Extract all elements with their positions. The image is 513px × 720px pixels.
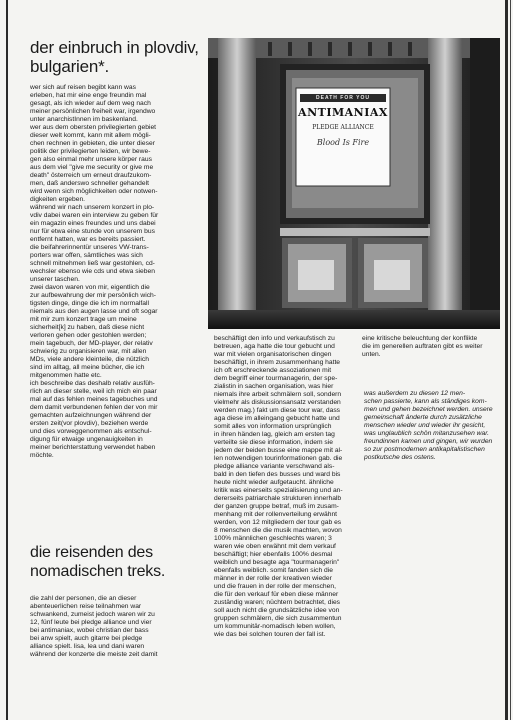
- left-page-border: [6, 0, 8, 720]
- article-column-2: beschäftigt den info und verkaufstisch zu betreuen, aga hatte die tour gebucht und war mit vielen organisatorischen dingen beschäftigt, in ihrem zusammenhang hatte ich oft erschreckende assoziationen mit dem begriff einer tourmanagerin, der spe- zialistin in sachen organisation, was hier niemals ihre arbeit schmälern soll, sondern vielmehr als diskussionsansatz verstanden werden mag.) fakt um diese tour war, dass aga diese im alleingang gebucht hatte und somit alles von information ursprünglich in ihren händen lag, gleich am ersten tag verteilte sie diese information, indem sie jedem der beiden busse eine mappe mit al- len notwendigen tourinformationen gab. die pledge alliance variante verschwand als- bald in den tiefen des busses und ward bis heute nicht wieder aufgetaucht. ähnliche kritik was einerseits spezialisierung und an- dererseits patriarchale strukturen innerhalb der ganzen gruppe betraf, muß im zusam- menhang mit der rollenverteilung erwähnt werden, von 12 mitgliedern der tour gab es 8 menschen die die musik machten, wovon 100% männlichen geschlechts waren; 3 waren wie oben erwähnt mit dem verkauf beschäftigt; hier ebenfalls 100% desmal weiblich und besagte aga "tourmanagerin" ebenfalls weiblich. somit fanden sich die männer in der rolle der kreativen wieder und die frauen in der rolle der menschen, die für den verkauf für eben diese männer zuständig waren; nüchtern betrachtet, dies soll auch nicht die grundsätzliche idee von gruppen schmälern, die sich zusammentun um kommunitär-nomadisch leben wollen, wie das bei solchen touren der fall ist.: [214, 335, 343, 638]
- section-heading: die reisenden des nomadischen treks.: [30, 544, 166, 580]
- venue-photo: [208, 38, 500, 329]
- poster-header-band: DEATH FOR YOU: [316, 95, 370, 101]
- article-column-3-italic: was außerdem zu diesen 12 men- schen passierte, kann als ständiges kom- men und gehen bezeichnet werden. unsere gemeinschaft änderte durch zusätzliche menschen wieder und wieder ihr gesicht, was unglaublich schön mitanzusehen war. freundinnen kamen und gingen, wir wurden so zur postmodernen antikapitalistischen postkutsche des ostens.: [364, 390, 493, 461]
- article-column-3: eine kritische beleuchtung der konflikte die im generellen auftraten gibt es weiter unten.: [362, 335, 483, 358]
- right-page-border: [505, 0, 508, 720]
- article-column-1-continued: die zahl der personen, die an dieser abenteuerlichen reise teilnahmen war schwankend, zumeist jedoch waren wir zu 12, fünf leute bei pledge alliance und vier bei antimaniax, wobei christian der bass bei anw spielt, auch gitarre bei pledge alliance spielt. lisa, lea und dani waren während der konzerte die meiste zeit damit: [30, 595, 158, 658]
- article-column-1: wer sich auf reisen begibt kann was erleben, hat mir eine enge freundin mal gesagt, als ich wieder auf dem weg nach meiner persönlichen freiheit war, irgendwo unter anarchistInnen im baskenland. wer aus dem obersten privilegierten gebiet dieser welt kommt, kann mit allem mögli- chen rechnen in gebieten, die unter dieser politik der privilegierten leiden, wir bewe- gen also einmal mehr unsere körper raus aus dem viel "give me security or give me death" österreich um erneut draufzukom- men, daß anderswo schneller gehandelt wird wenn sich möglichkeiten oder notwen- digkeiten ergeben. während wir nach unserem konzert in plo- vdiv dabei waren ein interview zu geben für ein magazin eines freundes und uns dabei nur für etwa eine stunde von unserem bus entfernt hatten, war es bereits passiert. die beifahrerinnentür unseres VW-trans- porters war offen, sämtliches was sich schnell mitnehmen ließ war gestohlen, cd- wechsler ebenso wie cds und etwa sieben unserer taschen. zwei davon waren von mir, eigentlich die zur aufbewahrung der mir persönlich wich- tigsten dinge, dinge die ich im normalfall niemals aus den augen lasse und oft sogar mit mir zum konzert trage um meine sicherheit[k] zu haben, daß diese nicht verloren gehen oder gestohlen werden; mein tagebuch, der MD-player, der relativ schwierig zu organisieren war, mit allen MDs, viele andere kleinteile, die nützlich sind im alltag, all meine bücher, die ich mitgenommen hatte etc. ich beschreibe das deshalb relativ ausfüh- rlich an dieser stelle, weil ich mich ein paar mal auf das fehlen meines tagebuches und dem damit verbundenen fehlen der von mir gemachten aufzeichnungen während der ersten zeit(vor plovdiv), beziehen werde und dies vorweggenommen als entschul- digung für etwaige ungenauigkeiten in meiner berichterstattung verwendet haben möchte.: [30, 84, 159, 459]
- poster-band-name: ANTIMANIAX: [298, 106, 388, 119]
- right-page-edge: [510, 0, 511, 720]
- article-title: der einbruch in plovdiv, bulgarien*.: [30, 38, 199, 76]
- poster-tagline: Blood Is Fire: [316, 138, 370, 147]
- poster-band-name-2: PLEDGE ALLIANCE: [312, 124, 374, 131]
